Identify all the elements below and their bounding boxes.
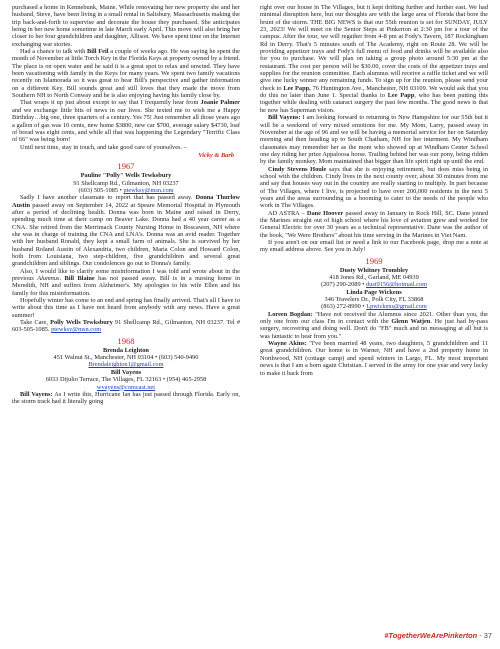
class-year-heading: 1967 — [117, 161, 135, 172]
classmate-name: Cindy Stevens Houle — [268, 165, 327, 173]
email-list-paragraph: If you aren't on our email list or need a link to our Facebook page, drop me a note at my email address above. See you in July! — [260, 239, 488, 254]
correspondent-address: 6033 Dijulio Terrace, The Villages, FL 32163 • (954) 465-2958 — [45, 376, 207, 384]
donna-austin-paragraph: Sadly I have another classmate to report that has passed away. Donna Thurlow Austin passed away on September 14, 2022 at Speare Memorial Hospital in Plymouth after a period of declining health. Donna was born in Maine and raised in Derry, spending much time at their camp on Beaver Lake. Donna had a 40 year career as a CNA. She retired from the Merrimack County Nursing Home in Boscawen, NH where she was in charge of training the CNA and LNA's. Donna was an avid reader. Together with her husband Ronald, they kept a small farm of animals. She is survived by her husband Roland Austin of Alexandria, two children, Maria Colon and Howard Colon, both from Louisiana, two step-children, five grandchildren and several great grandchildren and siblings. Our condolences go out to Donna's family. — [12, 194, 241, 268]
signature: Vicky & Barb — [198, 151, 234, 159]
classmate-name: Dane Hoover — [306, 209, 344, 217]
page-footer: #TogetherWeArePinkerton - 37 — [384, 631, 492, 640]
email-link[interactable]: Lpwickens@gmail.com — [366, 303, 427, 311]
reunion-paragraph: right over our house in The Villages, but it kept drifting further and further east. We had minimal disruption here, but our thoughts are with the large area of Florida that bore the brunt of the storm. THE BIG NEWS is that our 55th reunion is set for SUNDAY, JULY 23, 2023! We will meet on the Senior Steps at Pinkerton at 2:30 pm for a tour of the campus. After the tour, we will regather from 4-8 pm at Fody's Tavern, 187 Rockingham Rd in Derry. That's 5 minutes south of The Academy, right on Route 28. We will be providing appetizer trays and Fody's full menu of food and drinks will be available also for you to purchase. We will plan on taking a group photo around 5:30 pm at the restaurant. The cost per person will be $30.00, cover the costs of the appetizer trays and supplies for the reunion committee. Each alumnus will receive a raffle ticket and we will give one lucky winner any remaining funds. To sign up for the reunion, please send your check to Lee Papp, 76 Huntington Ave., Manchester, NH 03109. We would ask that you do this no later than June 1. Special thanks to Lee Papp, who has been putting this together while dealing with cataract surgery the past few months. The good news is that he now has Superman vision. — [260, 4, 488, 114]
cindy-houle-paragraph: Cindy Stevens Houle says that she is enjoying retirement, but does miss being in school with the children. Cindy lives in the next county over, about 30 minutes from me and say that houses way out in the country are really starting to multiply. In part because of The Villages, where I live, is projected to have over 200,000 residents in the next 5 years and the areas surrounding us a booming to cater to the needs of the people who work in The Villages. — [260, 165, 488, 210]
classmate-name: Lee Papp, — [283, 84, 311, 92]
classmate-name: Bill Vayens: — [268, 114, 301, 122]
correspondent-name: Pauline "Polly" Wells Tewksbury — [80, 172, 172, 180]
take-care-paragraph: Take Care, Polly Wells Tewksbury 91 Shellcamp Rd., Gilmanton, NH 03237. Tel # 603-505-1085. ptewksy@msn.com — [12, 319, 241, 334]
email-link[interactable]: Brendaleighton1@gmail.com — [88, 361, 164, 369]
classmate-name: Wayne Akins: — [268, 340, 307, 348]
correspondent-name: Linda Page Wickens — [346, 288, 402, 296]
vicky-barb-intro-paragraph: purchased a home in Kennebunk, Maine. While renovating her new property she and her husband, Steve, have been living in a small rental in Salisbury, Massachusetts making the trip back-and-forth to supervise and decorate the house they purchased. She anticipates being in her new home sometime in late March early April. This move will also bring her closer to her four grandchildren and daughter, Allison. We have spent time on the Internet exchanging war stories. — [12, 4, 240, 48]
bill-blaine-paragraph: Also, I would like to clarify some misinformation I was told and wrote about in the previous Alumnus. Bill Blaine has not passed away. Bill is in a nursing home in Meredith, NH and suffers from Alzheimer's. My apologies to his wife Ellen and his family for this misinformation. — [12, 267, 240, 297]
correspondent-contact — [12, 361, 240, 368]
correspondent-name: Bill Vayens — [110, 368, 142, 376]
hurricane-paragraph: Bill Vayens: As I write this, Hurricane Ian has just passed through Florida. Early on, the storm track had it literally going — [12, 390, 240, 406]
classmate-name: Bill Vayens: — [20, 390, 53, 398]
classmate-name: Donna Thurlow Austin — [12, 194, 241, 209]
classmate-name: Joanie Palmer — [200, 99, 241, 107]
closing-paragraph: Until next time, stay in touch, and take good care of yourselves. – — [20, 143, 187, 151]
correspondent-address: 91 Shellcamp Rd., Gilmanton, NH 03237 — [73, 179, 179, 187]
class-year-heading: 1968 — [117, 335, 135, 346]
classmate-name: Polly Wells Tewksbury — [50, 319, 113, 327]
dane-hoover-paragraph: AD ASTRA – Dane Hoover passed away in January in Rock Hill, SC. Dane joined the Marines straight out of high school where his love of aviation grew and worked for General Electric for over 30 years as a technical representative. Dane was the author of the book, "We Were Brothers" about his time serving in the Marines in Viet Nam. — [260, 209, 488, 239]
loreen-bogdan-paragraph: Loreen Bogdan: "Have not received the Alumnus since 2021. Other than you, the only one from our class I'm in contact with the Glenn Watjen. He just had by-pass surgery, recovering and doing well. Don't do "FB" much and no messaging at all but is was fantastic to hear from you." — [260, 310, 488, 340]
correspondent-contact: (863) 272-8990 • Lpwickens@gmail.com — [321, 303, 427, 311]
classmate-name: Bill Feil — [87, 48, 109, 56]
joanie-palmer-paragraph: That wraps it up just about except to say that I frequently hear from Joanie Palmer and we exchange little bits of news in our lives. She texted me to wish me a Happy Birthday…big one, three quarters of a century. Yes 75! Just remember all those years ago a gallon of gas was 10 cents, new home $3800, new car $700, average salary $4730, loaf of bread was eight cents, and while all that was happening the Legendary "Terrific Class of 66" was being born! — [12, 99, 241, 144]
email-link[interactable]: wvayens@comcast.net — [96, 383, 156, 391]
classmate-name: Glenn Watjen — [391, 318, 431, 326]
correspondent-address: 346 Travelers Dr., Polk City, FL 33868 — [324, 296, 424, 304]
classmate-name: Lee Papp — [387, 92, 415, 100]
classmate-name: Loreen Bogdan: — [268, 310, 313, 318]
right-column — [260, 4, 488, 377]
email-link[interactable]: ptewksy@msn.com — [51, 326, 102, 334]
email-link[interactable]: dust9156@hotmail.com — [366, 281, 428, 289]
correspondent-contact: (603) 505-1085 • ptewksy@msn.com — [78, 186, 174, 194]
bill-feil-paragraph: Had a chance to talk with Bill Feil a couple of weeks ago. He was saying he spent the month of November at little Torch Key in the Florida Keys at property owned by a friend. The place is on open water and he said it is a great spot to relax and unwind. They have been vacationing with family in the Keys for many years. We spent two family vacations recently on Islamorada so it was great to hear Bill's perspective and gather information on a different Key. Bill sounds great and still loves that they made the move from Southern NH to North Conway and he is also enjoying having his family close by. — [12, 48, 241, 100]
correspondent-address: 451 Walnut St., Manchester, NH 03104 • (603) 540-9490 — [53, 354, 199, 362]
footer-hashtag: #TogetherWeArePinkerton — [384, 631, 478, 640]
classmate-name: Bill Blaine — [64, 275, 95, 283]
correspondent-name: Dusty Whitney Trombley — [339, 266, 409, 274]
correspondent-contact: (207) 290-2089 • dust9156@hotmail.com — [320, 281, 428, 289]
class-year-heading: 1969 — [365, 255, 383, 266]
bill-vayens-paragraph: Bill Vayens: I am looking forward to returning to New Hampshire for our 55th but it will be a weekend of very mixed emotions for me. My Mom, Larry, passed away in November at the age of 96 and we will be having a memorial service for her on Saturday morning and then heading up to South Chatham, NH for her interment. My Windham classmates may remember her as the mom who showed up at Windham Center School one day riding her prize Appaloosa horse. Trailing behind her was our pony, being ridden by the family monkey. Mom maintained that bigger than life spirit right up until the end. — [260, 114, 488, 166]
summer-paragraph: Hopefully winter has come to an end and spring has finally arrived. That's all I have to write about this time as I have not heard from anybody with any news. Have a great summer! — [12, 297, 240, 319]
page-number: 37 — [483, 631, 492, 640]
correspondent-contact — [12, 384, 240, 391]
wayne-akins-paragraph: Wayne Akins: "I've been married 48 years, two daughters, 5 grandchildren and 11 great grandchildren. Our home is in Warner, NH and have a 2nd property home in Northwood, NH (cottage camp) and spend winters in Largo, FL. My most important news is that I am a born again Christian. I served in the army for one year and very lucky to make it back from — [260, 340, 488, 377]
left-column — [12, 4, 240, 406]
correspondent-address: 418 Jones Rd., Garland, ME 04939 — [329, 274, 419, 282]
email-link[interactable]: ptewksy@msn.com — [123, 186, 174, 194]
correspondent-name: Brenda Leighton — [103, 346, 149, 354]
